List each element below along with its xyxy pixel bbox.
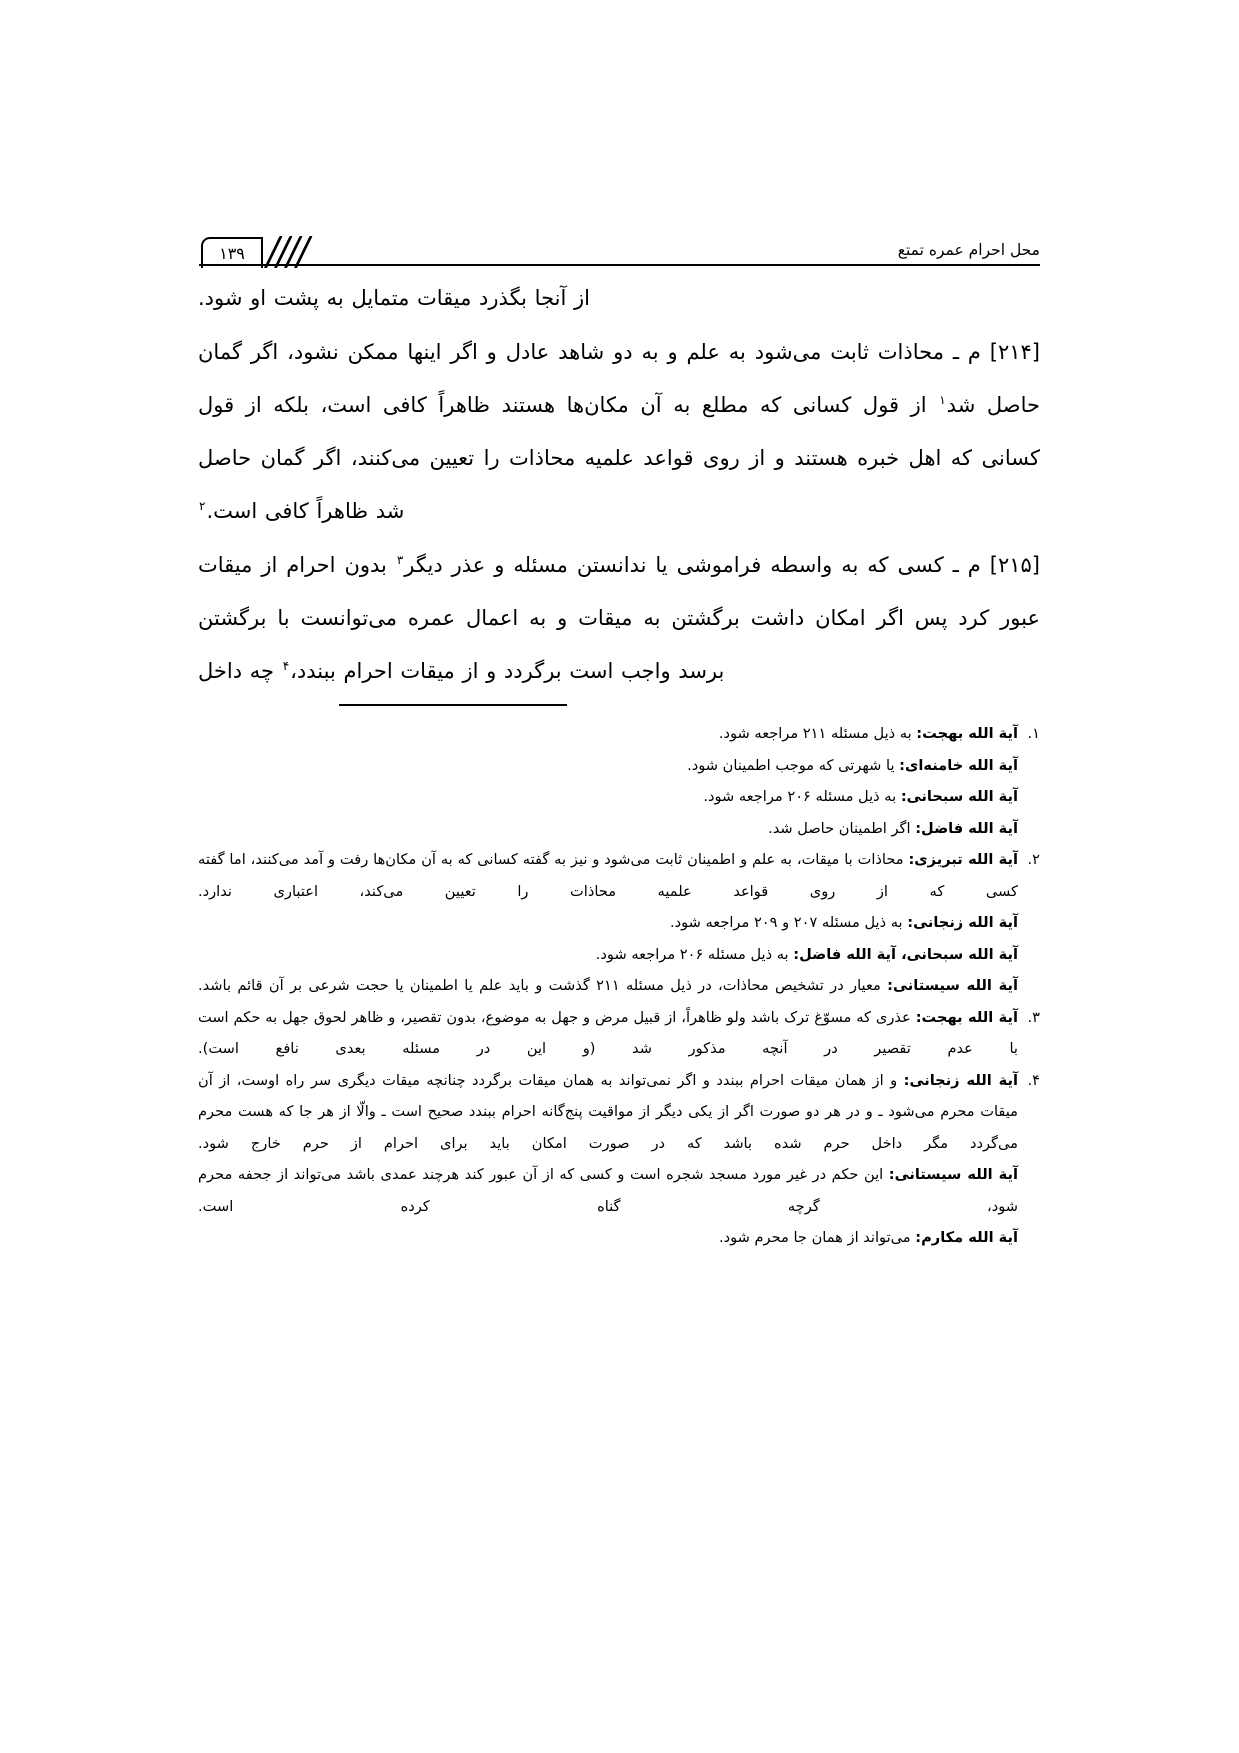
footnote-2-line-2 xyxy=(198,907,1040,939)
footnote-1-first-line xyxy=(198,718,1040,750)
footnote-text: به ذیل مسئله ۲۱۱ مراجعه شود. xyxy=(718,725,912,742)
footnote-ref-4[interactable]: ۴ xyxy=(282,659,290,673)
footnote-3-marker: ۳. xyxy=(1027,1008,1040,1026)
footnote-text: می‌تواند از همان جا محرم شود. xyxy=(718,1229,911,1246)
scholar-name: آیة الله سبحانی، آیة الله فاضل: xyxy=(793,945,1018,963)
footnote-3-first-line xyxy=(198,1002,1040,1065)
scholar-name: آیة الله بهجت: xyxy=(915,1008,1018,1026)
scholar-name: آیة الله مکارم: xyxy=(915,1229,1018,1246)
footnote-2-first-line xyxy=(198,844,1040,907)
paragraph-continuation-text: از آنجا بگذرد میقات متمایل به پشت او شود. xyxy=(198,286,590,310)
footnote-text: به ذیل مسئله ۲۰۷ و ۲۰۹ مراجعه شود. xyxy=(669,914,903,931)
paragraph-214-text-b: از قول کسانی که مطلع به آن مکان‌ها هستند ظاهراً کافی است، بلکه از قول کسانی که اهل خبره هستند و از روی قواعد علمیه محاذات را تعیین می‌کنند، اگر گمان حاصل شد ظاهراً کافی است. xyxy=(198,393,1040,523)
footnote-text: و از همان میقات احرام ببندد و اگر نمی‌تواند به همان میقات برگردد چنانچه میقات دیگری سر راه اوست، از آن میقات محرم می‌شود ـ و در هر دو صورت اگر از یکی دیگر از مواقیت پنج‌گانه احرام ببندد صحیح است ـ والّا از هر جا که هست محرم می‌گردد مگر داخل حرم شده باشد که در صورت امکان باید برای احرام از حرم خارج شود. xyxy=(198,1071,1018,1152)
paragraph-215-text-b: بدون احرام از میقات عبور کرد پس اگر امکان داشت برگشتن به میقات و به اعمال عمره می‌توانست با برگشتن برسد واجب است برگردد و از میقات احرام ببندد، xyxy=(198,553,1040,683)
footnote-2 xyxy=(198,844,1040,1002)
body-text xyxy=(198,272,1040,698)
footnote-text: محاذات با میقات، به علم و اطمینان ثابت می‌شود و نیز به گفته کسانی که به آن مکان‌ها رفت و آمد می‌کنند، اما گفته کسی که از روی قواعد علمیه محاذات را تعیین می‌کند، اعتباری ندارد. xyxy=(198,851,1018,900)
footnote-2-marker: ۲. xyxy=(1027,851,1040,868)
footnote-1-marker: ۱. xyxy=(1027,725,1040,742)
footnotes-section xyxy=(198,718,1040,1254)
footnote-text: به ذیل مسئله ۲۰۶ مراجعه شود. xyxy=(595,945,789,963)
paragraph-215-text-c: چه داخل xyxy=(198,659,274,683)
paragraph-214 xyxy=(198,326,1040,538)
footnote-1-line-3 xyxy=(198,781,1040,813)
footnote-1-line-4 xyxy=(198,813,1040,845)
footnote-text: اگر اطمینان حاصل شد. xyxy=(768,819,911,837)
footnote-4-marker: ۴. xyxy=(1027,1071,1040,1089)
footnote-3 xyxy=(198,1002,1040,1065)
footnote-1-line-2 xyxy=(198,750,1040,782)
footnote-ref-3[interactable]: ۳ xyxy=(396,553,404,567)
scholar-name: آیة الله فاضل: xyxy=(915,819,1018,837)
scholar-name: آیة الله سیستانی: xyxy=(887,977,1019,994)
page-header xyxy=(199,222,1040,266)
scholar-name: آیة الله زنجانی: xyxy=(907,914,1018,931)
footnote-ref-1[interactable]: ۱ xyxy=(939,393,946,407)
header-title: محل احرام عمره تمتع xyxy=(897,241,1040,260)
footnote-4-line-1 xyxy=(198,1065,1018,1160)
scholar-name: آیة الله سیستانی: xyxy=(888,1166,1018,1183)
footnote-4 xyxy=(198,1065,1040,1254)
footnote-2-line-4 xyxy=(198,970,1040,1002)
paragraph-continuation xyxy=(198,272,1040,325)
footnote-text: یا شهرتی که موجب اطمینان شود. xyxy=(687,756,895,774)
page-number: ۱۳۹ xyxy=(201,237,263,268)
footnote-1-line-1 xyxy=(198,718,1018,750)
footnote-text: به ذیل مسئله ۲۰۶ مراجعه شود. xyxy=(703,788,897,805)
scholar-name: آیة الله زنجانی: xyxy=(903,1071,1019,1089)
paragraph-215-text-a: کسی که به واسطه فراموشی یا ندانستن مسئله و عذر دیگر xyxy=(404,553,944,577)
footnote-ref-2[interactable]: ۲ xyxy=(199,499,206,513)
header-rule xyxy=(199,264,1040,266)
footnote-2-line-3 xyxy=(198,939,1040,971)
ruling-marker-215: [۲۱۵] م ـ xyxy=(952,553,1040,577)
footnote-text: معیار در تشخیص محاذات، در ذیل مسئله ۲۱۱ گذشت و باید علم یا اطمینان یا حجت شرعی بر آن قائم باشد. xyxy=(198,977,881,994)
footnote-text: این حکم در غیر مورد مسجد شجره است و کسی که از آن عبور کند هرچند عمدی باشد می‌تواند از جحفه محرم شود، گرچه گناه کرده است. xyxy=(198,1166,1018,1215)
footnote-4-first-line xyxy=(198,1065,1040,1160)
paragraph-214-text-a: محاذات ثابت می‌شود به علم و به دو شاهد عادل و اگر اینها ممکن نشود، اگر گمان حاصل شد xyxy=(198,340,1040,417)
footnote-1 xyxy=(198,718,1040,844)
scholar-name: آیة الله بهجت: xyxy=(916,725,1018,742)
paragraph-215 xyxy=(198,539,1040,698)
scholar-name: آیة الله سبحانی: xyxy=(900,788,1018,805)
footnote-2-line-1 xyxy=(198,844,1018,907)
ruling-marker-214: [۲۱۴] م ـ xyxy=(952,340,1040,364)
scholar-name: آیة الله خامنه‌ای: xyxy=(899,756,1018,774)
footnote-separator xyxy=(339,704,567,706)
footnote-4-line-3 xyxy=(198,1222,1040,1254)
footnote-text: عذری که مسوّغ ترک باشد ولو ظاهراً، از قبیل مرض و جهل به موضوع، بدون تقصیر، و ظاهر لحوق جهل به حکم است با عدم تقصیر در آنچه مذکور شد (و این در مسئله بعدی نافع است). xyxy=(198,1008,1018,1057)
footnote-4-line-2 xyxy=(198,1159,1040,1222)
footnote-3-line-1 xyxy=(198,1002,1018,1065)
scholar-name: آیة الله تبریزی: xyxy=(908,851,1018,868)
